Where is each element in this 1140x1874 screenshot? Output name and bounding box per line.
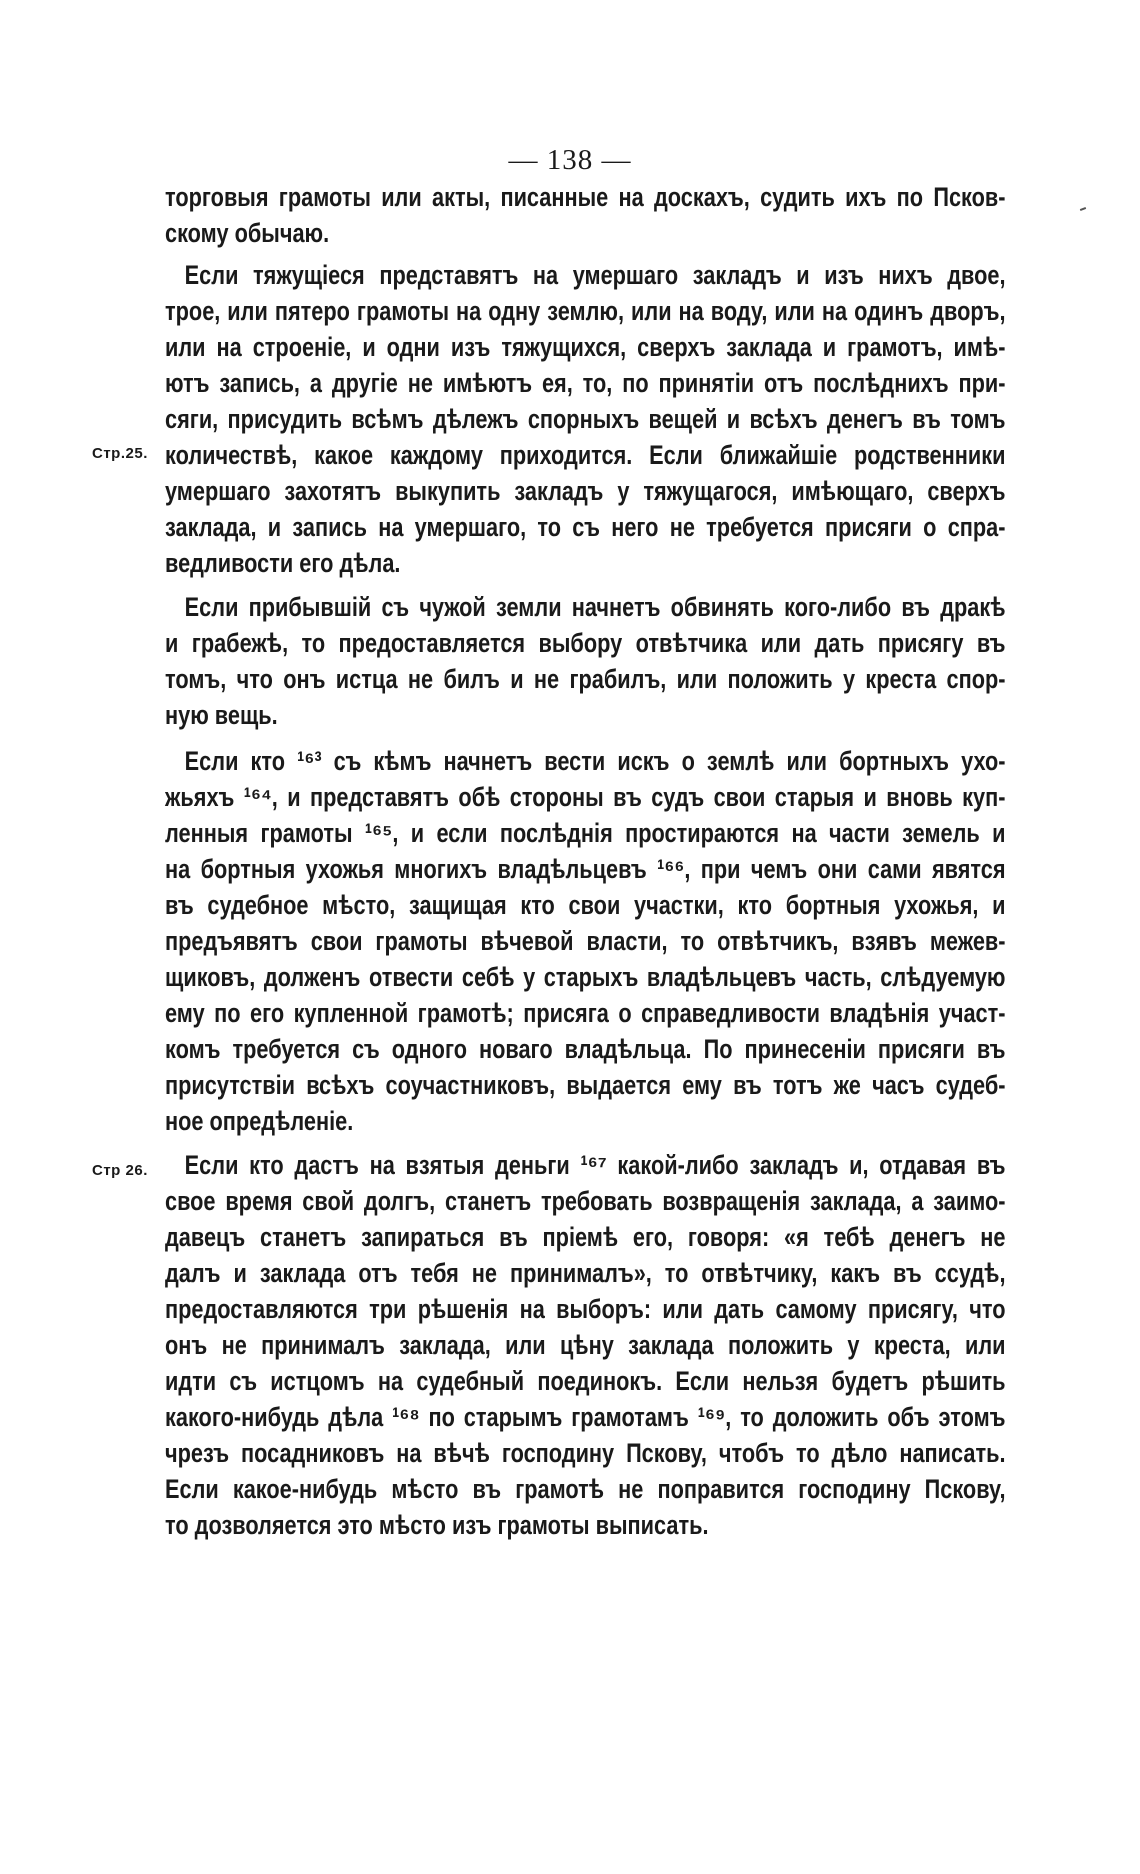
text-line: комъ требуется съ одного новаго владѣльца. По принесеніи присяги въ [165,1034,1006,1064]
text-line: Если какое-нибудь мѣсто въ грамотѣ не поправится господину Пскову, [165,1474,1006,1504]
text-line: то дозволяется это мѣсто изъ грамоты выписать. [165,1510,709,1540]
text-line: и грабежѣ, то предоставляется выбору отвѣтчика или дать присягу въ [165,628,1006,658]
text-line: торговыя грамоты или акты, писанные на доскахъ, судить ихъ по Псков- [165,182,1006,212]
text-line: присутствіи всѣхъ соучастниковъ, выдается ему въ тотъ же часъ судеб- [165,1070,1006,1100]
margin-note-page-26: Стр 26. [92,1162,148,1179]
text-line: ную вещь. [165,700,278,730]
text-line: въ судебное мѣсто, защищая кто свои участки, кто бортныя ухожья, и [165,890,1006,920]
text-line: ленныя грамоты ¹⁶⁵, и если послѣднія простираются на части земель и [165,818,1006,848]
text-line: ное опредѣленіе. [165,1106,354,1136]
text-line: количествѣ, какое каждому приходится. Если ближайшіе родственники [165,440,1006,470]
text-line: на бортныя ухожья многихъ владѣльцевъ ¹⁶⁶, при чемъ они сами явятся [165,854,1006,884]
page-number: — 138 — [508,144,632,176]
text-line: трое, или пятеро грамоты на одну землю, или на воду, или на одинъ дворъ, [165,296,1006,326]
text-line: или на строеніе, и одни изъ тяжущихся, сверхъ заклада и грамотъ, имѣ- [165,332,1006,362]
text-line: Если тяжущіеся представятъ на умершаго закладъ и изъ нихъ двое, [184,260,1006,290]
text-line: умершаго захотятъ выкупить закладъ у тяжущагося, имѣющаго, сверхъ [165,476,1006,506]
text-line: щиковъ, долженъ отвести себѣ у старыхъ владѣльцевъ часть, слѣдуемую [165,962,1006,992]
text-line: сяги, присудить всѣмъ дѣлежъ спорныхъ вещей и всѣхъ денегъ въ томъ [165,404,1006,434]
text-line: какого-нибудь дѣла ¹⁶⁸ по старымъ грамотамъ ¹⁶⁹, то доложить объ этомъ [165,1402,1006,1432]
text-line: заклада, и запись на умершаго, то съ него не требуется присяги о спра- [165,512,1006,542]
text-line: ведливости его дѣла. [165,548,401,578]
text-line: скому обычаю. [165,218,330,248]
text-line: Если кто дастъ на взятыя деньги ¹⁶⁷ какой-либо закладъ и, отдавая въ [184,1150,1006,1180]
text-line: чрезъ посадниковъ на вѣчѣ господину Пскову, чтобъ то дѣло написать. [165,1438,1006,1468]
text-line: предъявятъ свои грамоты вѣчевой власти, то отвѣтчикъ, взявъ межев- [165,926,1006,956]
text-line: Если прибывшій съ чужой земли начнетъ обвинять кого-либо въ дракѣ [184,592,1006,622]
text-line: Если кто ¹⁶³ съ кѣмъ начнетъ вести искъ о землѣ или бортныхъ ухо- [184,746,1006,776]
scan-speck [1080,207,1086,211]
text-line: томъ, что онъ истца не билъ и не грабилъ, или положить у креста спор- [165,664,1006,694]
text-line: идти съ истцомъ на судебный поединокъ. Если нельзя будетъ рѣшить [165,1366,1006,1396]
text-line: предоставляются три рѣшенія на выборъ: или дать самому присягу, что [165,1294,1006,1324]
text-line: онъ не принималъ заклада, или цѣну заклада положить у креста, или [165,1330,1006,1360]
text-line: жьяхъ ¹⁶⁴, и представятъ обѣ стороны въ судъ свои старыя и вновь куп- [165,782,1006,812]
text-line: ютъ запись, а другіе не имѣютъ ея, то, по принятіи отъ послѣднихъ при- [165,368,1006,398]
text-line: давецъ станетъ запираться въ пріемѣ его, говоря: «я тебѣ денегъ не [165,1222,1006,1252]
text-line: далъ и заклада отъ тебя не принималъ», то отвѣтчику, какъ въ ссудѣ, [165,1258,1006,1288]
margin-note-page-25: Стр.25. [92,445,148,462]
text-line: свое время свой долгъ, станетъ требовать возвращенія заклада, а заимо- [165,1186,1006,1216]
text-line: ему по его купленной грамотѣ; присяга о справедливости владѣнія участ- [165,998,1006,1028]
